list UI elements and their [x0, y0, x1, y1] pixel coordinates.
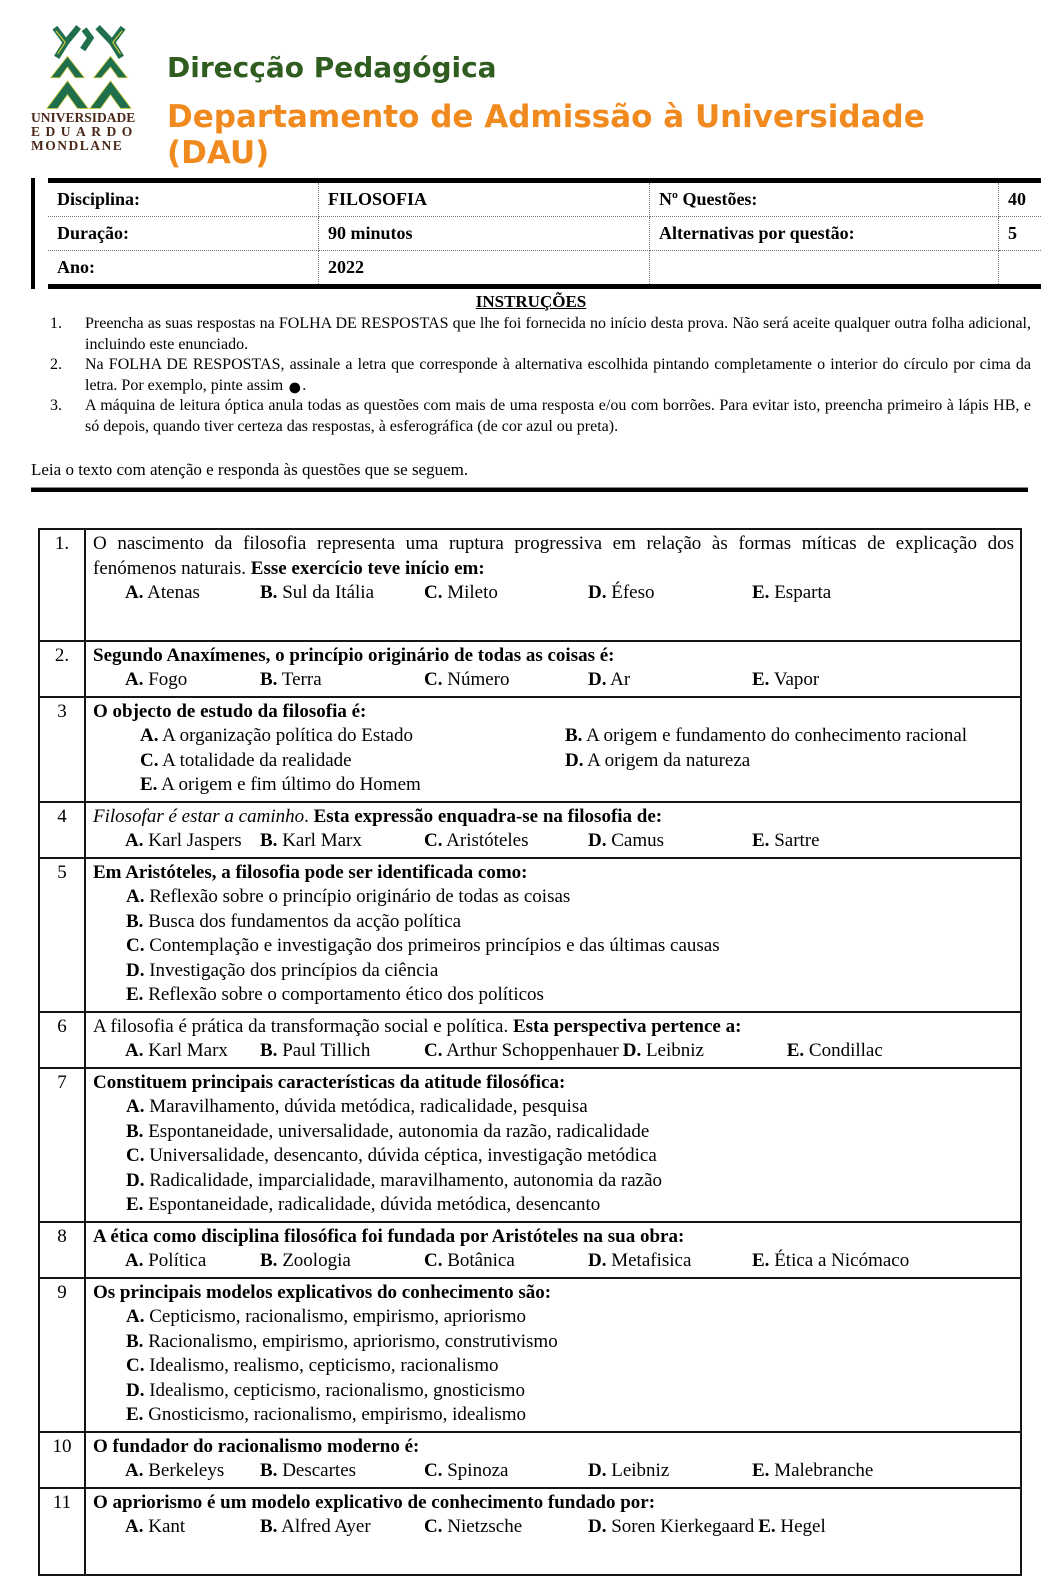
option-text: Ar: [606, 669, 631, 690]
exam-info-table-wrap: [31, 178, 1031, 289]
option-letter: D.: [565, 749, 584, 771]
info-value: FILOSOFIA: [319, 181, 650, 217]
option: [260, 1515, 420, 1540]
question-number: 11: [39, 1488, 85, 1575]
option: [424, 829, 584, 854]
option-letter: A.: [125, 669, 144, 690]
options: [125, 581, 1014, 606]
option-letter: D.: [126, 1169, 145, 1191]
question-bold-part: Esta expressão enquadra-se na filosofia de:: [313, 805, 663, 827]
option-letter: A.: [125, 1250, 144, 1271]
option-letter: C.: [424, 669, 443, 690]
option-letter: A.: [126, 1096, 145, 1117]
option-letter: E.: [758, 1516, 776, 1537]
question-number: 4: [39, 802, 85, 858]
question-cell: [85, 1012, 1021, 1068]
option: [758, 1515, 918, 1540]
option-letter: C.: [126, 935, 145, 956]
info-value: [999, 251, 1042, 287]
option: [565, 749, 1014, 774]
option-letter: B.: [260, 1250, 278, 1271]
option-text: Busca dos fundamentos da acção política: [143, 910, 462, 932]
question-row: [39, 802, 1021, 858]
instruction-text-after: .: [302, 376, 307, 394]
option-text: Espontaneidade, radicalidade, dúvida metódica, desencanto: [143, 1194, 601, 1215]
option: [126, 1354, 1014, 1379]
uem-logo: [31, 24, 153, 153]
options: [140, 724, 1014, 798]
questions-table: [38, 528, 1022, 1576]
exam-info-table: [48, 178, 1041, 289]
option-letter: A.: [126, 886, 145, 907]
question-text: [93, 1281, 1014, 1306]
options: [125, 1459, 1014, 1484]
option-text: Alfred Ayer: [277, 1516, 371, 1537]
option: [752, 668, 912, 693]
question-bold-part: Constituem principais características da atitude filosófica:: [93, 1071, 566, 1093]
option-text: Descartes: [277, 1460, 357, 1481]
option-letter: E.: [752, 830, 770, 851]
uem-emblem-icon: [33, 24, 145, 110]
question-row: [39, 858, 1021, 1012]
direccao-pedagogica-title: Direcção Pedagógica: [167, 51, 497, 84]
option: [424, 581, 584, 606]
question-cell: [85, 641, 1021, 697]
option-letter: C.: [140, 749, 159, 771]
question-italic-part: Filosofar é estar a caminho: [93, 805, 305, 827]
question-row: [39, 1432, 1021, 1488]
option-letter: E.: [140, 774, 158, 795]
option-letter: C.: [424, 582, 443, 603]
option-letter: D.: [588, 669, 607, 690]
question-bold-part: Os principais modelos explicativos do conhecimento são:: [93, 1281, 552, 1303]
option: [125, 1459, 256, 1484]
options: [125, 1515, 1014, 1540]
option-letter: D.: [126, 959, 145, 981]
question-bold-part: O fundador do racionalismo moderno é:: [93, 1435, 420, 1457]
option: [260, 668, 420, 693]
option-letter: E.: [126, 1404, 144, 1425]
filled-circle-example-icon: ●: [287, 373, 303, 401]
question-cell: [85, 1278, 1021, 1432]
question-row: [39, 1012, 1021, 1068]
instruction-text-body: Preencha as suas respostas na FOLHA DE RESPOSTAS que lhe foi fornecida no início desta prova. Não será aceite qualquer outra folha adicional, incluindo este enunciado.: [85, 315, 1031, 353]
option: [260, 581, 420, 606]
option-letter: B.: [565, 725, 583, 746]
option-text: Universalidade, desencanto, dúvida céptica, investigação metódica: [144, 1145, 657, 1166]
option-letter: B.: [260, 1516, 278, 1537]
option-letter: B.: [126, 1120, 144, 1142]
option: [126, 959, 1014, 984]
instruction-item: [50, 355, 1031, 401]
option-text: A totalidade da realidade: [158, 749, 352, 771]
option: [125, 1039, 256, 1064]
option-letter: B.: [260, 1040, 278, 1061]
option-text: Fogo: [143, 669, 188, 690]
option: [126, 910, 1014, 935]
option-text: Idealismo, cepticismo, racionalismo, gnosticismo: [144, 1379, 525, 1401]
option: [140, 724, 565, 749]
departamento-dau-title: Departamento de Admissão à Universidade (DAU): [167, 99, 925, 171]
option: [565, 724, 1014, 749]
options: [125, 668, 1014, 693]
option: [126, 1193, 1014, 1218]
option-text: Éfeso: [606, 582, 655, 603]
option-letter: A.: [140, 725, 159, 746]
option-letter: E.: [752, 1460, 770, 1481]
option-text: Leibniz: [641, 1040, 704, 1061]
option: [752, 1249, 912, 1274]
option: [126, 934, 1014, 959]
option-letter: A.: [125, 582, 144, 603]
option-letter: E.: [126, 1194, 144, 1215]
question-cell: [85, 858, 1021, 1012]
option: [125, 829, 256, 854]
option-text: Gnosticismo, racionalismo, empirismo, idealismo: [143, 1404, 527, 1425]
instruction-number: 2.: [50, 356, 62, 373]
question-cell: [85, 1488, 1021, 1575]
info-label: Duração:: [48, 217, 319, 251]
option-letter: D.: [588, 1460, 607, 1481]
option-letter: E.: [126, 984, 144, 1005]
option: [260, 1459, 420, 1484]
option: [126, 1120, 1014, 1145]
option-letter: A.: [125, 830, 144, 851]
option: [125, 668, 256, 693]
option-text: Racionalismo, empirismo, apriorismo, construtivismo: [143, 1330, 558, 1352]
option-text: Camus: [606, 830, 665, 851]
option: [260, 1039, 420, 1064]
option-text: Botânica: [442, 1250, 515, 1271]
question-number: 1.: [39, 529, 85, 641]
option: [588, 1459, 748, 1484]
option-letter: D.: [588, 1516, 607, 1537]
option: [424, 1249, 584, 1274]
instruction-number: 3.: [50, 397, 62, 414]
option-letter: A.: [125, 1040, 144, 1061]
option: [126, 1169, 1014, 1194]
option-letter: D.: [126, 1379, 145, 1401]
logo-caption-line: MONDLANE: [31, 138, 124, 153]
option-text: Sul da Itália: [277, 582, 374, 603]
question-row: [39, 529, 1021, 641]
option-text: Kant: [143, 1516, 186, 1537]
option: [588, 1515, 754, 1540]
info-value: 2022: [319, 251, 650, 287]
option-text: A origem e fundamento do conhecimento racional: [582, 725, 968, 746]
option-letter: E.: [752, 582, 770, 603]
instruction-number: 1.: [50, 315, 62, 332]
header-titles: [167, 24, 1031, 171]
option-text: Arthur Schoppenhauer: [442, 1040, 619, 1061]
info-label: Ano:: [48, 251, 319, 287]
info-value: 5: [999, 217, 1042, 251]
info-label: Alternativas por questão:: [650, 217, 999, 251]
option-letter: A.: [125, 1460, 144, 1481]
instruction-text: [85, 355, 1031, 401]
option-text: Vapor: [769, 669, 820, 690]
option: [424, 1039, 619, 1064]
option-text: Aristóteles: [442, 830, 529, 851]
question-text: [93, 1071, 1014, 1096]
question-bold-part: Segundo Anaxímenes, o princípio originário de todas as coisas é:: [93, 644, 615, 666]
info-row: [48, 181, 1041, 217]
option: [126, 885, 1014, 910]
option-text: Radicalidade, imparcialidade, maravilhamento, autonomia da razão: [144, 1169, 663, 1191]
option-text: Ética a Nicómaco: [769, 1250, 910, 1271]
option: [126, 1305, 1014, 1330]
option-text: Mileto: [442, 582, 498, 603]
logo-caption: [31, 111, 147, 153]
option-text: Política: [143, 1250, 207, 1271]
instruction-item: [50, 314, 1031, 355]
question-cell: [85, 1222, 1021, 1278]
divider-rule: [31, 487, 1028, 492]
question-text: [93, 532, 1014, 581]
question-number: 5: [39, 858, 85, 1012]
option-letter: C.: [424, 1040, 443, 1061]
option: [588, 1249, 748, 1274]
option: [424, 1515, 584, 1540]
option: [588, 581, 748, 606]
options: [125, 829, 1014, 854]
question-bold-part: Esta perspectiva pertence a:: [512, 1015, 742, 1037]
instruction-text: [85, 314, 1031, 355]
logo-caption-line: EDUARDO: [31, 124, 138, 139]
option-letter: E.: [786, 1040, 805, 1061]
instructions-title: INSTRUÇÕES: [475, 292, 587, 311]
question-cell: [85, 802, 1021, 858]
option-text: Zoologia: [277, 1250, 351, 1271]
option-text: Karl Marx: [277, 830, 362, 851]
option: [126, 1144, 1014, 1169]
question-intro-part: O nascimento da filosofia representa uma ruptura progressiva em relação às formas míticas de explicação dos fenómenos naturais.: [93, 533, 1014, 579]
options: [125, 1249, 1014, 1274]
option-letter: B.: [126, 910, 144, 932]
option-text: Reflexão sobre o comportamento ético dos políticos: [143, 984, 544, 1005]
option-text: Idealismo, realismo, cepticismo, racionalismo: [144, 1355, 499, 1376]
option: [126, 1095, 1014, 1120]
option-letter: C.: [424, 1516, 443, 1537]
option: [424, 668, 584, 693]
option-text: Investigação dos princípios da ciência: [144, 959, 439, 981]
logo-caption-line: UNIVERSIDADE: [31, 110, 136, 125]
option: [752, 829, 912, 854]
option-letter: C.: [424, 1250, 443, 1271]
question-cell: [85, 1068, 1021, 1222]
question-number: 2.: [39, 641, 85, 697]
option: [752, 1459, 912, 1484]
option-text: Reflexão sobre o princípio originário de todas as coisas: [144, 886, 571, 907]
option: [260, 1249, 420, 1274]
question-row: [39, 1068, 1021, 1222]
option-text: Berkeleys: [143, 1460, 225, 1481]
question-number: 10: [39, 1432, 85, 1488]
info-row: [48, 217, 1041, 251]
instruction-text: [85, 396, 1031, 437]
option-letter: B.: [260, 830, 278, 851]
option: [126, 1330, 1014, 1355]
option-text: Hegel: [775, 1516, 826, 1537]
option-text: Condillac: [804, 1040, 883, 1061]
option: [125, 1515, 256, 1540]
option-letter: C.: [424, 1460, 443, 1481]
option: [140, 773, 565, 798]
info-label: Nº Questões:: [650, 181, 999, 217]
question-row: [39, 641, 1021, 697]
option-text: Malebranche: [769, 1460, 874, 1481]
question-bold-part: O apriorismo é um modelo explicativo de conhecimento fundado por:: [93, 1491, 656, 1513]
question-text: [93, 1015, 1014, 1040]
option-text: Maravilhamento, dúvida metódica, radicalidade, pesquisa: [144, 1096, 588, 1117]
question-bold-part: O objecto de estudo da filosofia é:: [93, 700, 367, 722]
question-cell: [85, 1432, 1021, 1488]
instruction-text-body: Na FOLHA DE RESPOSTAS, assinale a letra que corresponde à alternativa escolhida pintando completamente o interior do círculo por cima da letra. Por exemplo, pinte assim: [85, 356, 1031, 394]
lead-text: Leia o texto com atenção e responda às questões que se seguem.: [31, 460, 469, 479]
question-number: 6: [39, 1012, 85, 1068]
option-letter: A.: [125, 1516, 144, 1537]
question-text: [93, 1491, 1014, 1516]
option: [588, 829, 748, 854]
question-intro-part: .: [304, 805, 314, 827]
instruction-text-body: A máquina de leitura óptica anula todas as questões com mais de uma resposta e/ou com borrões. Para evitar isto, preencha primeiro à lápis HB, e só depois, quando tiver certeza das respostas, à esferográfica (de cor azul ou preta).: [85, 397, 1031, 435]
question-bold-part: Em Aristóteles, a filosofia pode ser identificada como:: [93, 861, 528, 883]
question-row: [39, 1278, 1021, 1432]
question-text: [93, 861, 1014, 886]
option-letter: B.: [126, 1330, 144, 1352]
option-text: Número: [442, 669, 510, 690]
option-letter: D.: [588, 582, 607, 603]
question-text: [93, 1225, 1014, 1250]
options: [126, 1305, 1014, 1428]
question-text: [93, 805, 1014, 830]
option-text: Nietzsche: [442, 1516, 523, 1537]
question-number: 9: [39, 1278, 85, 1432]
option-text: Atenas: [143, 582, 200, 603]
question-bold-part: A ética como disciplina filosófica foi fundada por Aristóteles na sua obra:: [93, 1225, 685, 1247]
option-letter: C.: [424, 830, 443, 851]
option: [787, 1039, 947, 1064]
option-letter: C.: [126, 1145, 145, 1166]
question-bold-part: Esse exercício teve início em:: [250, 557, 485, 579]
option: [623, 1039, 783, 1064]
options: [125, 1039, 1014, 1064]
option-letter: D.: [588, 1250, 607, 1271]
option-text: Karl Marx: [143, 1040, 228, 1061]
option: [424, 1459, 584, 1484]
option-letter: B.: [260, 582, 278, 603]
option-letter: B.: [260, 1460, 278, 1481]
option-letter: E.: [752, 1250, 770, 1271]
question-cell: [85, 697, 1021, 802]
option: [125, 1249, 256, 1274]
option: [588, 668, 748, 693]
header: [31, 24, 1031, 171]
option-text: Espontaneidade, universalidade, autonomia da razão, radicalidade: [143, 1120, 650, 1142]
option: [752, 581, 912, 606]
option-letter: C.: [126, 1355, 145, 1376]
option: [125, 581, 256, 606]
option-text: A organização política do Estado: [158, 725, 413, 746]
info-label: [650, 251, 999, 287]
instructions-list: [50, 314, 1031, 437]
question-row: [39, 1488, 1021, 1575]
option-text: Karl Jaspers: [143, 830, 242, 851]
option-text: Sartre: [769, 830, 820, 851]
question-intro-part: A filosofia é prática da transformação social e política.: [93, 1015, 513, 1037]
question-cell: [85, 529, 1021, 641]
option-text: A origem e fim último do Homem: [157, 774, 421, 795]
options: [126, 1095, 1014, 1218]
option-letter: E.: [752, 669, 770, 690]
option-text: Esparta: [769, 582, 832, 603]
question-row: [39, 1222, 1021, 1278]
instruction-item: [50, 396, 1031, 437]
question-number: 7: [39, 1068, 85, 1222]
question-text: [93, 700, 1014, 725]
option-text: Soren Kierkegaard: [606, 1516, 755, 1537]
options: [126, 885, 1014, 1008]
question-number: 8: [39, 1222, 85, 1278]
option-letter: B.: [260, 669, 278, 690]
info-row: [48, 251, 1041, 287]
option-text: Spinoza: [442, 1460, 509, 1481]
option-text: Metafisica: [606, 1250, 692, 1271]
option: [140, 749, 565, 774]
option-text: Cepticismo, racionalismo, empirismo, apriorismo: [144, 1306, 527, 1327]
option-text: Contemplação e investigação dos primeiros princípios e das últimas causas: [144, 935, 720, 956]
option-text: Terra: [277, 669, 322, 690]
option: [126, 983, 1014, 1008]
option-letter: A.: [126, 1306, 145, 1327]
option-letter: D.: [588, 830, 607, 851]
question-text: [93, 644, 1014, 669]
option-text: Leibniz: [606, 1460, 670, 1481]
option: [126, 1379, 1014, 1404]
option: [260, 829, 420, 854]
question-text: [93, 1435, 1014, 1460]
info-value: 90 minutos: [319, 217, 650, 251]
info-label: Disciplina:: [48, 181, 319, 217]
option-text: A origem da natureza: [583, 749, 751, 771]
question-row: [39, 697, 1021, 802]
info-value: 40: [999, 181, 1042, 217]
option-letter: D.: [622, 1040, 642, 1061]
option: [126, 1403, 1014, 1428]
question-number: 3: [39, 697, 85, 802]
option-text: Paul Tillich: [277, 1040, 371, 1061]
